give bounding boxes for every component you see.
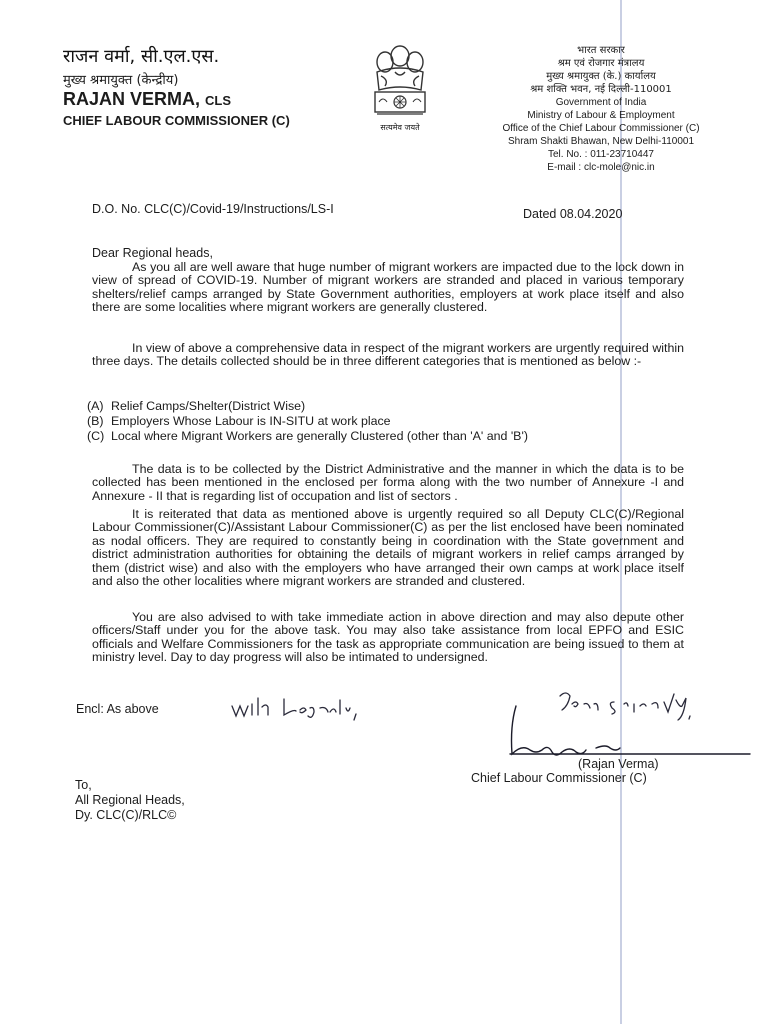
address-line: श्रम शक्ति भवन, नई दिल्ली-110001 [530, 84, 672, 95]
address-line: मुख्य श्रमायुक्त (के.) कार्यालय [546, 71, 656, 82]
address-line: Office of the Chief Labour Commissioner (C) [502, 123, 700, 134]
signature [510, 706, 750, 755]
emblem-motto: सत्यमेव जयते [380, 123, 420, 132]
recipients-block [75, 778, 185, 823]
paragraph: The data is to be collected by the District Administrative and the manner in which the data is to be collected has been mentioned in the enclosed per forma along with the two number of Annexure -I and Annexure - II that is regarding list of occupation and list of sectors . [92, 462, 684, 503]
address-line: श्रम एवं रोजगार मंत्रालय [557, 58, 645, 69]
list-item-text: Relief Camps/Shelter(District Wise) [111, 399, 306, 413]
enclosure-note: Encl: As above [76, 702, 159, 716]
recipient-line: All Regional Heads, [75, 793, 185, 807]
address-line: Government of India [555, 97, 647, 108]
letter-date: Dated 08.04.2020 [523, 207, 623, 221]
address-line: Shram Shakti Bhawan, New Delhi-110001 [507, 136, 695, 147]
signatory-title: Chief Labour Commissioner (C) [471, 771, 647, 785]
address-line: Ministry of Labour & Employment [527, 110, 675, 121]
paragraph: In view of above a comprehensive data in respect of the migrant workers are urgently required within three days. The details collected should be in three different categories that is mentioned as below :- [92, 341, 684, 369]
address-line: E-mail : clc-mole@nic.in [547, 162, 655, 173]
handwritten-regards [232, 698, 356, 720]
list-marker: (C) [87, 429, 105, 443]
list-marker: (A) [87, 399, 104, 413]
reference-number: D.O. No. CLC(C)/Covid-19/Instructions/LS-I [92, 202, 334, 216]
address-line: Tel. No. : 011-23710447 [547, 149, 654, 160]
hindi-name: राजन वर्मा, सी.एल.एस. [63, 46, 220, 67]
list-item-text: Local where Migrant Workers are generally Clustered (other than 'A' and 'B') [111, 429, 528, 443]
paragraph: It is reiterated that data as mentioned above is urgently required so all Deputy CLC(C)/Regional Labour Commissioner(C)/Assistant Labour Commissioner(C) as per the list enclosed have been nominated as nodal officers. They are required to constantly being in coordination with the State government and district administration authorities for obtaining the details of migrant workers in relief camps arranged by them (district wise) and also with the employers who have arranged their own camps at work place itself and also the other localities where migrant workers are stranded and clustered. [92, 507, 684, 589]
recipient-line: Dy. CLC(C)/RLC© [75, 808, 177, 822]
hindi-designation: मुख्य श्रमायुक्त (केन्द्रीय) [63, 73, 179, 88]
signatory-name: (Rajan Verma) [578, 757, 659, 771]
english-designation: CHIEF LABOUR COMMISSIONER (C) [63, 113, 290, 128]
list-marker: (B) [87, 414, 104, 428]
english-name-text: RAJAN VERMA, [63, 89, 201, 109]
recipient-line: To, [75, 778, 92, 792]
english-name-suffix: CLS [205, 93, 232, 108]
paragraph: As you all are well aware that huge number of migrant workers are impacted due to the lock down in view of spread of COVID-19. Number of migrant workers are stranded and placed in various temporary shelters/relief camps arranged by State Government authorities, employers at work place itself and also there are some localities where migrant workers are generally clustered. [92, 260, 684, 315]
handwritten-closing [560, 693, 690, 720]
address-line: भारत सरकार [577, 45, 625, 56]
salutation: Dear Regional heads, [92, 246, 213, 260]
list-item-text: Employers Whose Labour is IN-SITU at work place [111, 414, 391, 428]
paragraph: You are also advised to with take immediate action in above direction and may also depute other officers/Staff under you for the above task. You may also take assistance from local EPFO and ESIC officials and Welfare Commissioners for the task as appropriate communication are being issued to them at ministry level. Day to day progress will also be intimated to undersigned. [92, 610, 684, 665]
